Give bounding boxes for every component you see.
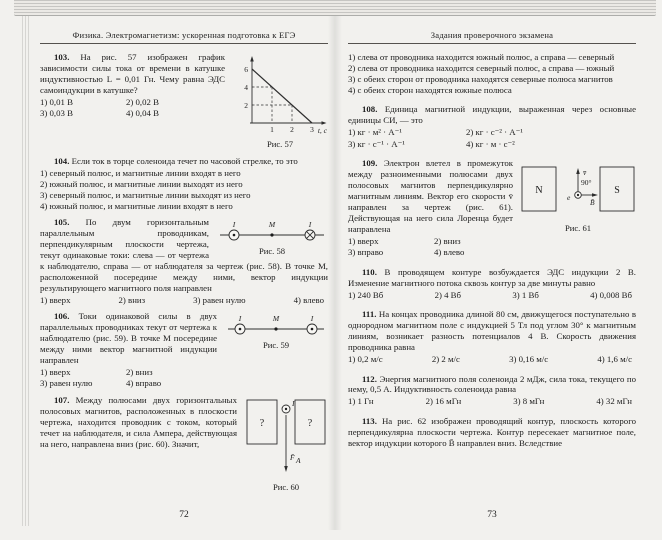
field-arrow [592,194,598,198]
problem-text [348,267,636,289]
figure-61 [520,159,636,233]
problem-body: На рис. 57 изображен график зависимости силы тока от времени в катушке индуктивностью L = 0,01 Гн. Чему равна ЭДС самоиндукции в катушке? [40,52,225,95]
problem-text [348,104,636,126]
problem-number: 103. [54,52,70,62]
problem-number: 109. [362,158,378,169]
y-axis-arrow [250,56,254,62]
options-row [348,139,636,151]
figure-60-magnets [244,396,328,480]
option: 1) 1 Гн [348,396,374,407]
x-tick-label: 2 [290,125,294,134]
problem-text [348,416,636,449]
option: 1) 0,01 В [40,96,73,107]
problem-number: 111. [362,309,377,320]
option: 2) вниз [118,294,146,305]
y-tick-label: 2 [244,101,248,110]
option: 4) с обеих сторон находятся южные полюса [348,85,512,96]
options-row [40,378,328,390]
option: 2) вниз [434,235,461,246]
figure-59-wires [224,312,328,338]
problem-body: Токи одинаковой силы в двух параллельных проводниках текут от чертежа к наблюдателю (рис. 59). В точке M посередине между ними вектор магнитной индукции направлен [40,311,217,365]
option: 4) 1,6 м/с [597,353,632,364]
figure-58-wires [216,218,328,244]
option: 1) кг · м² · А⁻¹ [348,127,402,138]
problem-108 [348,104,636,150]
option: 2) 4 Вб [434,289,462,300]
figure-60-caption: Рис. 60 [272,481,300,492]
right-page [348,30,636,520]
problem-110 [348,267,636,301]
current-label: I [292,398,295,408]
option: 2) южный полюс, и магнитные линии выходят из него [40,178,243,189]
problem-body: В проводящем контуре возбуждается ЭДС индукции 2 В. Изменение магнитного потока сквозь контур за две минуты равно [348,266,636,288]
book-left-edge [22,16,31,526]
page-number-left: 72 [179,510,189,520]
problem-number: 104. [54,156,70,166]
option: 2) вниз [126,366,153,377]
option: 3) северный полюс, и магнитные линии выходят из него [40,190,251,201]
current-label: I [308,220,312,230]
right-running-head: Задания проверочного экзамена [348,30,636,44]
options-row [40,367,328,379]
gutter-shadow [328,16,342,530]
option: 4) 32 мГн [596,396,632,407]
x-tick-label: 1 [270,125,274,134]
option: 3) 0,16 м/с [509,353,549,364]
problem-text [348,309,636,353]
left-page [40,30,328,520]
figure-58 [216,218,328,256]
option: 4) влево [293,294,324,305]
force-subscript: A [296,455,301,465]
option: 2) кг · с⁻² · А⁻¹ [466,127,523,138]
option: 1) вверх [40,294,71,305]
option: 3) 8 мГн [513,396,545,407]
figure-59-caption: Рис. 59 [262,340,290,351]
problem-body: По двум горизонтальным параллельным проводникам, перпендикулярным плоскости чертежа, текут одинаковые токи: слева — от чертежа к наблюдателю, справа — от наблюдателя за чертеж (рис. 58). В точке M, расположенной посередине между ними, вектор индукции результирующего магнитного поля направлен [40,217,328,293]
point-label: M [272,314,280,324]
problem-number: 113. [362,415,377,426]
problem-113 [348,416,636,450]
problem-number: 106. [54,311,70,322]
force-label: F̄ [290,452,295,462]
option: 1) 240 Вб [348,289,384,300]
options-row [348,290,636,302]
x-axis-arrow [322,121,327,125]
problem-111 [348,309,636,365]
angle-label: 90° [581,178,592,188]
force-arrow [284,466,288,472]
figure-59 [224,312,328,350]
option: 4) кг · м · с⁻² [466,138,515,149]
south-pole-label: S [614,185,620,197]
velocity-arrow [576,168,580,174]
option: 4) 0,04 В [126,108,159,119]
problem-103 [40,52,328,151]
option: 3) 1 Вб [512,289,539,300]
problem-104 [40,156,328,212]
option: 3) равен нулю [40,378,93,389]
problem-body: Если ток в торце соленоида течет по часовой стрелке, то это [71,156,298,166]
figure-57-graph [232,53,328,137]
current-label: I [310,314,314,324]
figure-57 [232,53,328,149]
page-number-right: 73 [487,510,497,520]
pole-mark: ? [307,417,313,429]
option: 1) вверх [348,235,379,246]
option: 4) южный полюс, и магнитные линии входят в него [40,201,233,212]
point-label: M [268,220,276,230]
options-row [40,295,328,307]
options-row [348,127,636,139]
problem-112 [348,374,636,408]
problem-number: 108. [362,104,378,115]
velocity-label: v̄ [583,168,587,178]
problem-number: 105. [54,217,70,228]
problem-text [40,156,328,167]
option: 3) равен нулю [193,294,246,305]
current-label: I [238,314,242,324]
option: 3) с обеих сторон от проводника находятся северные полюса магнитов [348,74,613,85]
problem-body: Энергия магнитного поля соленоида 2 мДж, сила тока, текущего по нему, 0,5 А. Индуктивность соленоида равна [348,373,636,395]
figure-60 [244,396,328,492]
option: 3) 0,03 В [40,108,73,119]
option: 1) 0,2 м/с [348,353,383,364]
problem-107 [40,395,328,494]
options-row [348,354,636,366]
option: 1) слева от проводника находится южный полюс, а справа — северный [348,52,615,62]
option: 2) слева от проводника находится северный полюс, а справа — южный [348,63,615,74]
options-row [348,396,636,408]
problem-number: 110. [362,266,377,277]
problem-body: На рис. 62 изображен проводящий контур, плоскость которого перпендикулярна плоскости чертежа. Контур пересекает магнитное поле, вектор индукции которого B̄ направлен вниз. Вследствие [348,415,636,448]
figure-61-electron-magnets [520,159,636,221]
problem-body: Между полюсами двух горизонтальных полосовых магнитов, расположенных в плоскости чертежа, находится проводник с током, который течет на наблюдателя, и сила Ампера, действующая на него, направлена вниз (рис. 60). Значит, [40,394,237,449]
problem-body: На концах проводника длиной 80 см, движущегося поступательно в однородном магнитном поле с индукцией 5 Тл под углом 30° к магнитным линиям, возникает разность потенциалов 4 В. Скорость движения проводника равна [348,309,636,353]
option: 2) 0,02 В [126,96,159,107]
left-running-head: Физика. Электромагнетизм: ускоренная подготовка к ЕГЭ [40,30,328,44]
current-label: I [232,220,236,230]
option: 1) северный полюс, и магнитные линии входят в него [40,167,241,178]
problem-number: 107. [54,394,70,405]
option: 3) вправо [348,247,384,258]
field-label: B̄ [590,198,595,208]
north-pole-label: N [535,185,543,197]
y-tick-label: 4 [244,83,248,92]
option: 4) влево [434,247,465,258]
options-row [348,247,636,259]
problem-106 [40,311,328,390]
figure-57-caption: Рис. 57 [266,139,294,149]
figure-61-caption: Рис. 61 [564,223,592,234]
problem-105 [40,217,328,306]
option: 2) 2 м/с [431,353,460,364]
book-page-edges [14,0,656,16]
problem-109 [348,158,636,259]
problem-107-options [348,52,636,96]
option: 3) кг · с⁻¹ · А⁻¹ [348,138,405,149]
x-tick-label: 3 [310,125,314,134]
options-row [348,236,636,248]
option: 2) 16 мГн [425,396,462,407]
problem-number: 112. [362,373,377,384]
problem-text [348,374,636,396]
option: 1) вверх [40,366,71,377]
problem-body: Электрон влетел в промежуток между разноименными полюсами двух полосовых магнитов перпендикулярно магнитным линиям. Вектор его скорости v̄ направлен за чертеж (рис. 61). Действующая на него сила Лоренца будет направлена [348,158,513,234]
electron-label: e [567,193,571,203]
y-tick-label: 6 [244,65,248,74]
x-axis-label: t, c [317,126,327,135]
pole-mark: ? [259,417,265,429]
option: 4) 0,008 Вб [590,289,632,300]
option: 4) вправо [126,378,162,389]
problem-body: Единица магнитной индукции, выраженная через основные единицы СИ, — это [348,104,636,126]
figure-58-caption: Рис. 58 [258,246,286,257]
